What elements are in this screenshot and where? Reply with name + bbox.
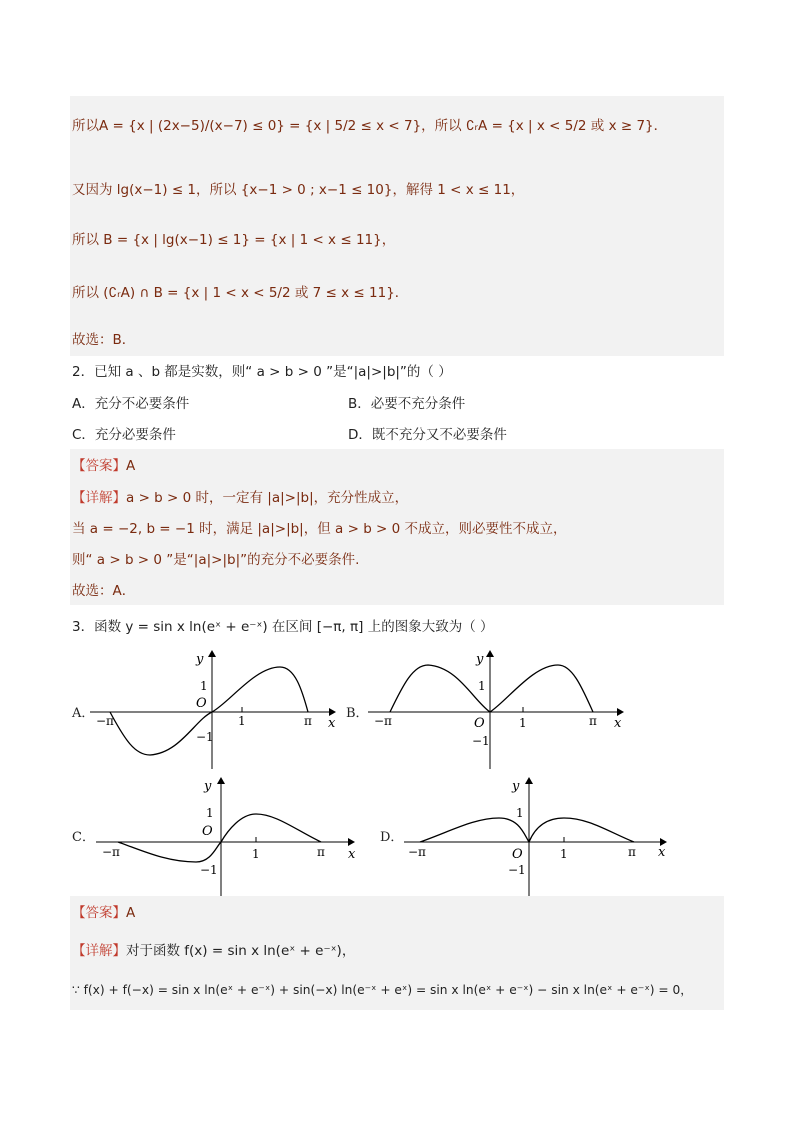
origin-label: O <box>202 824 213 839</box>
axis-x-label: x <box>614 716 622 731</box>
graph-d[interactable] <box>404 772 669 897</box>
q1-line-4: 所以 (∁ᵣA) ∩ B = {x | 1 < x < 5/2 或 7 ≤ x ≤ 11}． <box>72 285 409 301</box>
axis-y-label: y <box>512 779 520 794</box>
tick-1-y: 1 <box>478 679 486 693</box>
tick-neg1-y: −1 <box>200 863 218 877</box>
tick-neg1-y: −1 <box>508 863 526 877</box>
detail-text: a > b > 0 时，一定有 |a|>|b|，充分性成立， <box>126 490 409 506</box>
q2-option-b[interactable]: B．必要不充分条件 <box>348 396 466 412</box>
graph-a[interactable] <box>90 645 350 770</box>
axis-y-label: y <box>196 652 204 667</box>
q2-detail-1 <box>72 488 408 508</box>
q2-option-d[interactable]: D．既不充分又不必要条件 <box>348 427 507 443</box>
axis-x-label: x <box>348 847 356 862</box>
tick-1-x: 1 <box>238 714 246 728</box>
q2-option-a[interactable]: A．充分不必要条件 <box>72 396 190 412</box>
tick-1-x: 1 <box>560 847 568 861</box>
tick-pi: π <box>304 714 312 728</box>
tick-pi: π <box>628 845 636 859</box>
detail-tag: 【详解】 <box>72 943 126 959</box>
origin-label: O <box>512 847 523 862</box>
tick-1-y: 1 <box>516 806 524 820</box>
graph-c[interactable] <box>96 772 361 897</box>
tick-1-x: 1 <box>252 847 260 861</box>
tick-pi: π <box>589 714 597 728</box>
tick-1-y: 1 <box>206 806 214 820</box>
origin-label: O <box>474 716 485 731</box>
tick-1-x: 1 <box>519 716 527 730</box>
q3-stem: 3．函数 y = sin x ln(eˣ + e⁻ˣ) 在区间 [−π, π] 上的图象大致为（ ） <box>72 619 494 635</box>
q3-option-a-label[interactable]: A． <box>72 706 95 721</box>
q2-detail-3: 则“ a > b > 0 ”是“|a|>|b|”的充分不必要条件. <box>72 552 360 568</box>
axis-y-label: y <box>204 779 212 794</box>
q1-line-2: 又因为 lg(x−1) ≤ 1，所以 {x−1 > 0 ; x−1 ≤ 10}，解得 1 < x ≤ 11， <box>72 182 525 198</box>
q3-option-d-label[interactable]: D． <box>380 830 404 845</box>
q2-stem: 2．已知 a 、b 都是实数，则“ a > b > 0 ”是“|a|>|b|”的（ ） <box>72 364 452 380</box>
origin-label: O <box>196 696 207 711</box>
answer-tag: 【答案】 <box>72 905 126 921</box>
q2-option-c[interactable]: C．充分必要条件 <box>72 427 176 443</box>
q2-answer <box>72 456 135 476</box>
q3-option-c-label[interactable]: C． <box>72 830 95 845</box>
tick-neg-pi: −π <box>96 714 114 728</box>
answer-value: A <box>126 458 136 474</box>
q3-detail-2: ∵ f(x) + f(−x) = sin x ln(eˣ + e⁻ˣ) + sin(−x) ln(e⁻ˣ + eˣ) = sin x ln(eˣ + e⁻ˣ) − sin x ln(eˣ + e⁻ˣ) = 0， <box>72 983 693 997</box>
tick-neg1-y: −1 <box>472 734 490 748</box>
tick-1-y: 1 <box>200 679 208 693</box>
tick-neg-pi: −π <box>374 714 392 728</box>
q3-detail-1 <box>72 941 355 961</box>
detail-text: 对于函数 f(x) = sin x ln(eˣ + e⁻ˣ)， <box>126 943 356 959</box>
tick-neg-pi: −π <box>102 845 120 859</box>
tick-neg-pi: −π <box>408 845 426 859</box>
q1-answer: 故选：B． <box>72 332 136 348</box>
q3-answer <box>72 903 135 923</box>
tick-neg1-y: −1 <box>196 730 214 744</box>
answer-value: A <box>126 905 136 921</box>
axis-x-label: x <box>328 716 336 731</box>
q1-line-1: 所以A = {x | (2x−5)/(x−7) ≤ 0} = {x | 5/2 ≤ x < 7}，所以 ∁ᵣA = {x | x < 5/2 或 x ≥ 7}． <box>72 118 668 134</box>
q2-detail-2: 当 a = −2, b = −1 时，满足 |a|>|b|，但 a > b > 0 不成立，则必要性不成立， <box>72 521 567 537</box>
detail-tag: 【详解】 <box>72 490 126 506</box>
answer-tag: 【答案】 <box>72 458 126 474</box>
tick-pi: π <box>317 845 325 859</box>
q2-final: 故选：A． <box>72 583 136 599</box>
axis-y-label: y <box>476 652 484 667</box>
q3-option-b-label[interactable]: B． <box>346 706 369 721</box>
q1-line-3: 所以 B = {x | lg(x−1) ≤ 1} = {x | 1 < x ≤ 11}， <box>72 232 396 248</box>
graph-b[interactable] <box>368 645 633 770</box>
axis-x-label: x <box>658 845 666 860</box>
